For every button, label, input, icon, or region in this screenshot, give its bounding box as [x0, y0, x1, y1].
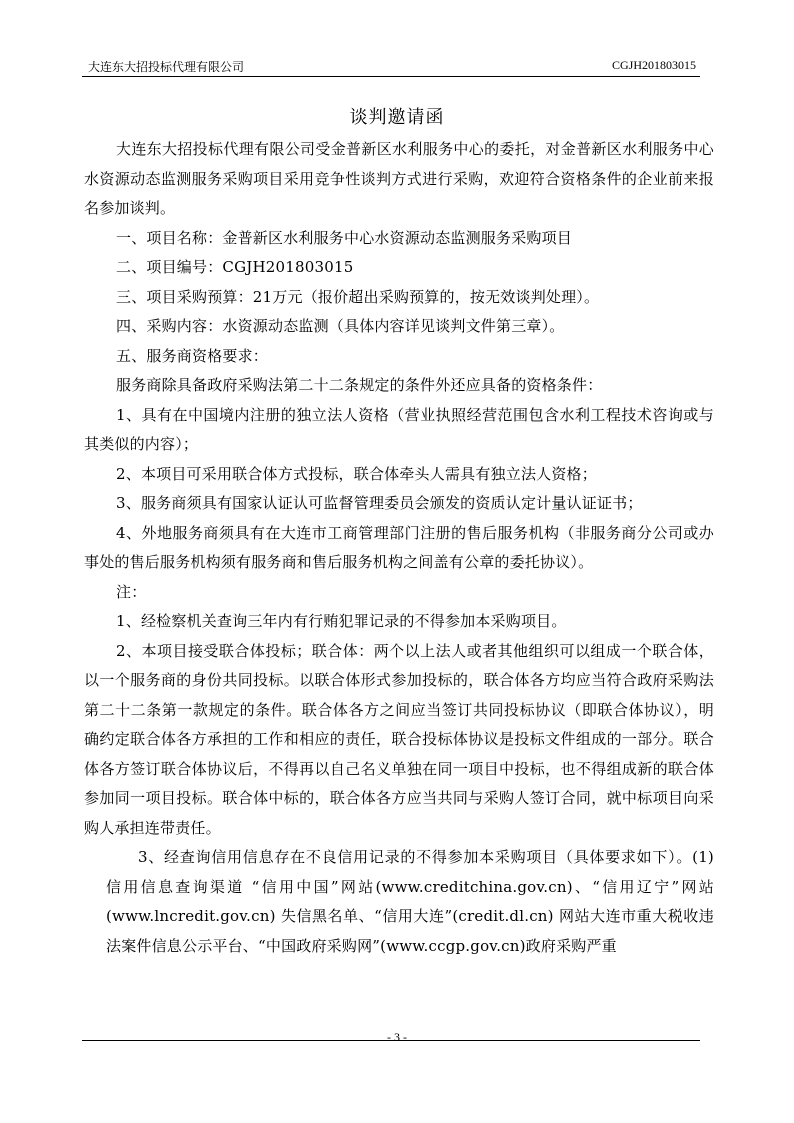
qualification-intro: 服务商除具备政府采购法第二十二条规定的条件外还应具备的资格条件：	[116, 376, 603, 394]
page-number: - 3 -	[387, 1030, 407, 1044]
document-title: 谈判邀请函	[349, 107, 445, 128]
note-item-2: 2、本项目接受联合体投标；联合体：两个以上法人或者其他组织可以组成一个联合体，以一个服务商的身份共同投标。以联合体形式参加投标的，联合体各方均应当符合政府采购法第二十二条第一款规定的条件。联合体各方之间应当签订共同投标协议（即联合体协议），明确约定联合体各方承担的工作和相应的责任，联合投标体协议是投标文件组成的一部分。联合体各方签订联合体协议后，不得再以自己名义单独在同一项目中投标，也不得组成新的联合体参加同一项目投标。联合体中标的，联合体各方应当共同与采购人签订合同，就中标项目向采购人承担连带责任。	[84, 641, 714, 837]
note-item-3: 3、经查询信用信息存在不良信用记录的不得参加本采购项目（具体要求如下）。(1) 信用信息查询渠道 “信用中国”网站(www.creditchina.gov.cn)、“信用辽宁”网站(www.lncredit.gov.cn) 失信黑名单、“信用大连”(credit.dl.cn) 网站大连市重大税收违法案件信息公示平台、“中国政府采购网”(www.ccgp.gov.cn)政府采购严重	[106, 848, 714, 955]
header-company: 大连东大招投标代理有限公司	[88, 60, 245, 74]
document-body	[84, 135, 714, 961]
intro-paragraph: 大连东大招投标代理有限公司受金普新区水利服务中心的委托，对金普新区水利服务中心水资源动态监测服务采购项目采用竞争性谈判方式进行采购，欢迎符合资格条件的企业前来报名参加谈判。	[84, 140, 714, 217]
project-name: 一、项目名称：金普新区水利服务中心水资源动态监测服务采购项目	[116, 228, 573, 247]
qualification-heading: 五、服务商资格要求：	[116, 346, 269, 365]
qualification-item-4: 4、外地服务商须具有在大连市工商管理部门注册的售后服务机构（非服务商分公司或办事处的售后服务机构须有服务商和售后服务机构之间盖有公章的委托协议）。	[84, 523, 714, 571]
page-header	[82, 56, 700, 77]
project-number: 二、项目编号：CGJH201803015	[116, 258, 354, 276]
procurement-content: 四、采购内容：水资源动态监测（具体内容详见谈判文件第三章）。	[116, 317, 565, 335]
note-item-1: 1、经检察机关查询三年内有行贿犯罪记录的不得参加本采购项目。	[116, 612, 567, 630]
qualification-item-2: 2、本项目可采用联合体方式投标，联合体牵头人需具有独立法人资格；	[116, 464, 597, 483]
note-heading: 注：	[116, 582, 147, 601]
qualification-item-1: 1、具有在中国境内注册的独立法人资格（营业执照经营范围包含水利工程技术咨询或与其类似的内容）；	[84, 405, 714, 453]
header-project-code: CGJH201803015	[611, 58, 696, 72]
project-budget: 三、项目采购预算：21万元（报价超出采购预算的，按无效谈判处理）。	[116, 287, 600, 306]
qualification-item-3: 3、服务商须具有国家认证认可监督管理委员会颁发的资质认定计量认证证书；	[116, 494, 643, 512]
